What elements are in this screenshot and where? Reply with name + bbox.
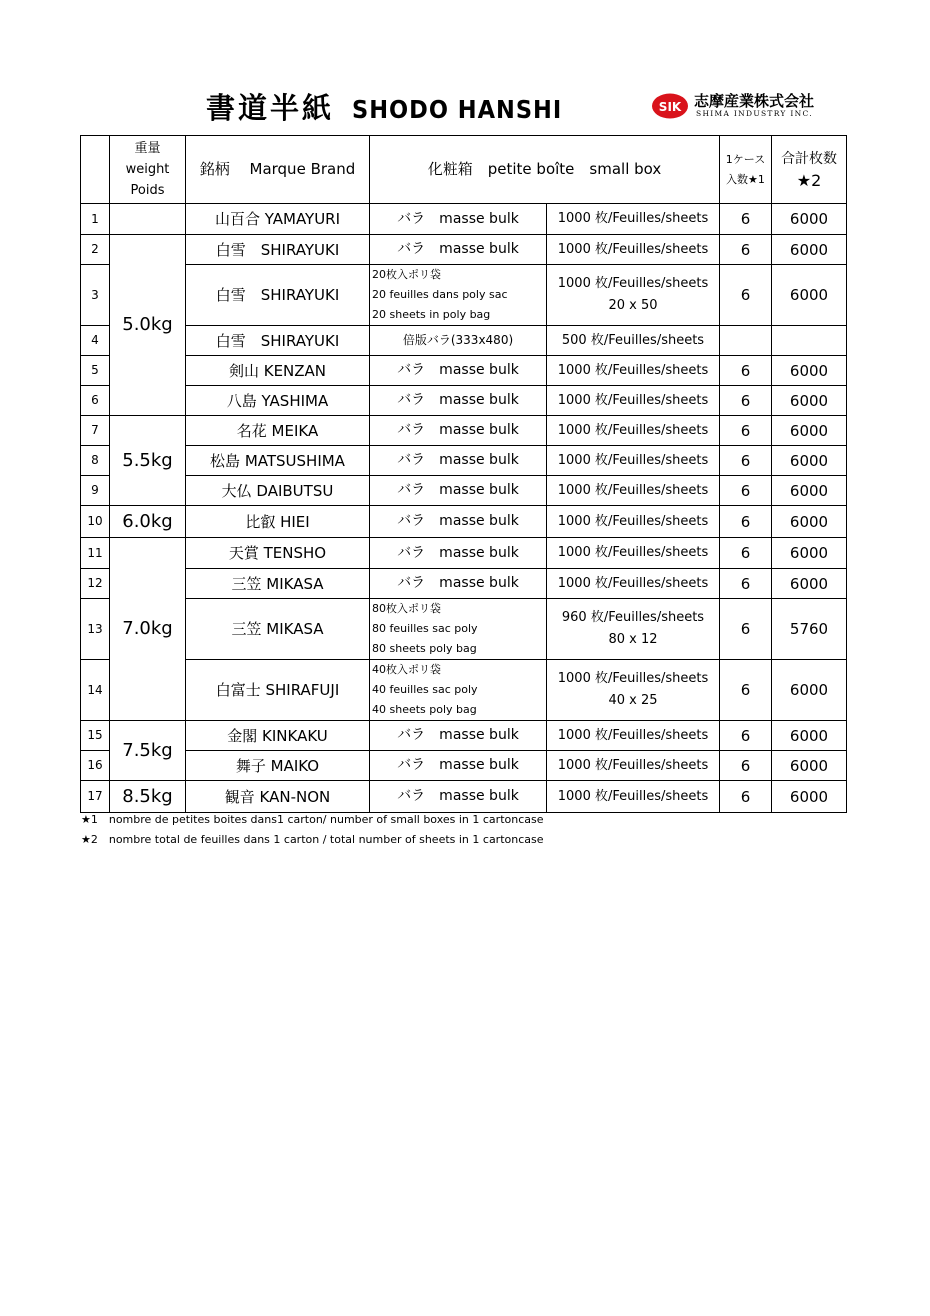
case-count-cell: 6 <box>720 416 772 446</box>
table-row <box>81 446 847 476</box>
packaging-cell: 20枚入ポリ袋 20 feuilles dans poly sac 20 sheets in poly bag <box>370 265 547 326</box>
weight-cell: 5.5kg <box>110 416 186 506</box>
case-count-cell: 6 <box>720 751 772 781</box>
row-number: 8 <box>81 446 110 476</box>
header-case-count: 1ケース 入数★1 <box>720 136 772 204</box>
quantity-cell: 1000 枚/Feuilles/sheets <box>547 751 720 781</box>
case-count-cell: 6 <box>720 781 772 813</box>
case-count-cell: 6 <box>720 721 772 751</box>
row-number: 13 <box>81 599 110 660</box>
table-row <box>81 476 847 506</box>
table-row <box>81 326 847 356</box>
quantity-cell: 960 枚/Feuilles/sheets 80 x 12 <box>547 599 720 660</box>
case-count-cell: 6 <box>720 476 772 506</box>
company-name-english: SHIMA INDUSTRY INC. <box>696 109 813 118</box>
brand-cell: 山百合 YAMAYURI <box>186 204 370 235</box>
brand-cell: 観音 KAN-NON <box>186 781 370 813</box>
case-count-cell: 6 <box>720 538 772 569</box>
row-number: 15 <box>81 721 110 751</box>
table-row <box>81 416 847 446</box>
quantity-cell: 1000 枚/Feuilles/sheets <box>547 235 720 265</box>
quantity-cell: 1000 枚/Feuilles/sheets <box>547 386 720 416</box>
packaging-cell: バラ masse bulk <box>370 721 547 751</box>
brand-cell: 舞子 MAIKO <box>186 751 370 781</box>
brand-cell: 剣山 KENZAN <box>186 356 370 386</box>
total-sheets-cell: 6000 <box>772 660 847 721</box>
packaging-cell: バラ masse bulk <box>370 751 547 781</box>
quantity-cell: 1000 枚/Feuilles/sheets <box>547 446 720 476</box>
row-number: 14 <box>81 660 110 721</box>
packaging-cell: バラ masse bulk <box>370 506 547 538</box>
company-name-japanese: 志摩産業株式会社 <box>694 92 815 110</box>
quantity-cell: 1000 枚/Feuilles/sheets <box>547 356 720 386</box>
row-number: 6 <box>81 386 110 416</box>
case-count-cell: 6 <box>720 356 772 386</box>
brand-cell: 白雪 SHIRAYUKI <box>186 235 370 265</box>
table-row <box>81 386 847 416</box>
total-sheets-cell: 6000 <box>772 204 847 235</box>
row-number: 11 <box>81 538 110 569</box>
title-japanese: 書道半紙 <box>206 91 335 125</box>
header-small-box: 化粧箱 petite boîte small box <box>370 136 720 204</box>
table-row <box>81 204 847 235</box>
row-number: 2 <box>81 235 110 265</box>
case-count-cell: 6 <box>720 660 772 721</box>
packaging-cell: バラ masse bulk <box>370 386 547 416</box>
packaging-cell: バラ masse bulk <box>370 204 547 235</box>
footnotes <box>81 810 544 850</box>
table-row <box>81 781 847 813</box>
weight-cell: 6.0kg <box>110 506 186 538</box>
quantity-cell: 500 枚/Feuilles/sheets <box>547 326 720 356</box>
weight-cell: 5.0kg <box>110 235 186 416</box>
total-sheets-cell: 6000 <box>772 569 847 599</box>
total-sheets-cell: 5760 <box>772 599 847 660</box>
case-count-cell: 6 <box>720 599 772 660</box>
case-count-cell: 6 <box>720 235 772 265</box>
footnote-2: ★2 nombre total de feuilles dans 1 carton / total number of sheets in 1 cartoncase <box>81 833 544 846</box>
product-table <box>80 135 847 813</box>
total-sheets-cell: 6000 <box>772 386 847 416</box>
quantity-cell: 1000 枚/Feuilles/sheets 40 x 25 <box>547 660 720 721</box>
brand-cell: 金閣 KINKAKU <box>186 721 370 751</box>
case-count-cell: 6 <box>720 204 772 235</box>
brand-cell: 大仏 DAIBUTSU <box>186 476 370 506</box>
header-brand: 銘柄 Marque Brand <box>186 136 370 204</box>
row-number: 16 <box>81 751 110 781</box>
header-weight: 重量 weight Poids <box>110 136 186 204</box>
table-row <box>81 538 847 569</box>
total-sheets-cell: 6000 <box>772 265 847 326</box>
footnote-1: ★1 nombre de petites boites dans1 carton/ number of small boxes in 1 cartoncase <box>81 813 544 826</box>
case-count-cell: 6 <box>720 569 772 599</box>
brand-cell: 比叡 HIEI <box>186 506 370 538</box>
row-number: 7 <box>81 416 110 446</box>
brand-cell: 三笠 MIKASA <box>186 599 370 660</box>
row-number: 5 <box>81 356 110 386</box>
packaging-cell: バラ masse bulk <box>370 416 547 446</box>
total-sheets-cell: 6000 <box>772 416 847 446</box>
table-row <box>81 721 847 751</box>
row-number: 17 <box>81 781 110 813</box>
total-sheets-cell: 6000 <box>772 751 847 781</box>
row-number: 1 <box>81 204 110 235</box>
svg-text:SIK: SIK <box>658 100 682 114</box>
brand-cell: 白雪 SHIRAYUKI <box>186 265 370 326</box>
case-count-cell: 6 <box>720 506 772 538</box>
case-count-cell: 6 <box>720 386 772 416</box>
packaging-cell: バラ masse bulk <box>370 235 547 265</box>
case-count-cell: 6 <box>720 265 772 326</box>
packaging-cell: 80枚入ポリ袋 80 feuilles sac poly 80 sheets poly bag <box>370 599 547 660</box>
quantity-cell: 1000 枚/Feuilles/sheets <box>547 506 720 538</box>
table-row <box>81 660 847 721</box>
total-sheets-cell: 6000 <box>772 506 847 538</box>
brand-cell: 松島 MATSUSHIMA <box>186 446 370 476</box>
total-sheets-cell: 6000 <box>772 538 847 569</box>
weight-cell <box>110 204 186 235</box>
total-sheets-cell: 6000 <box>772 356 847 386</box>
header-total-sheets: 合計枚数 ★2 <box>772 136 847 204</box>
brand-cell: 白富士 SHIRAFUJI <box>186 660 370 721</box>
packaging-cell: バラ masse bulk <box>370 356 547 386</box>
total-sheets-cell: 6000 <box>772 476 847 506</box>
row-number: 3 <box>81 265 110 326</box>
packaging-cell: 40枚入ポリ袋 40 feuilles sac poly 40 sheets poly bag <box>370 660 547 721</box>
packaging-cell: バラ masse bulk <box>370 569 547 599</box>
case-count-cell <box>720 326 772 356</box>
weight-cell: 7.0kg <box>110 538 186 721</box>
table-row <box>81 569 847 599</box>
weight-cell: 8.5kg <box>110 781 186 813</box>
brand-cell: 三笠 MIKASA <box>186 569 370 599</box>
row-number: 10 <box>81 506 110 538</box>
quantity-cell: 1000 枚/Feuilles/sheets <box>547 721 720 751</box>
quantity-cell: 1000 枚/Feuilles/sheets <box>547 476 720 506</box>
page-title <box>206 86 562 127</box>
case-count-cell: 6 <box>720 446 772 476</box>
brand-cell: 天賞 TENSHO <box>186 538 370 569</box>
company-logo <box>651 90 851 122</box>
table-row <box>81 599 847 660</box>
table-row <box>81 356 847 386</box>
quantity-cell: 1000 枚/Feuilles/sheets 20 x 50 <box>547 265 720 326</box>
quantity-cell: 1000 枚/Feuilles/sheets <box>547 204 720 235</box>
packaging-cell: 倍版バラ(333x480) <box>370 326 547 356</box>
header-num <box>81 136 110 204</box>
company-logo-icon <box>651 92 689 120</box>
brand-cell: 名花 MEIKA <box>186 416 370 446</box>
quantity-cell: 1000 枚/Feuilles/sheets <box>547 781 720 813</box>
row-number: 12 <box>81 569 110 599</box>
total-sheets-cell <box>772 326 847 356</box>
quantity-cell: 1000 枚/Feuilles/sheets <box>547 538 720 569</box>
weight-cell: 7.5kg <box>110 721 186 781</box>
total-sheets-cell: 6000 <box>772 235 847 265</box>
table-header-row <box>81 136 847 204</box>
row-number: 4 <box>81 326 110 356</box>
title-english: SHODO HANSHI <box>352 95 563 124</box>
table-row <box>81 506 847 538</box>
total-sheets-cell: 6000 <box>772 781 847 813</box>
table-row <box>81 235 847 265</box>
brand-cell: 白雪 SHIRAYUKI <box>186 326 370 356</box>
row-number: 9 <box>81 476 110 506</box>
table-row <box>81 751 847 781</box>
quantity-cell: 1000 枚/Feuilles/sheets <box>547 569 720 599</box>
packaging-cell: バラ masse bulk <box>370 446 547 476</box>
table-row <box>81 265 847 326</box>
brand-cell: 八島 YASHIMA <box>186 386 370 416</box>
packaging-cell: バラ masse bulk <box>370 781 547 813</box>
total-sheets-cell: 6000 <box>772 721 847 751</box>
quantity-cell: 1000 枚/Feuilles/sheets <box>547 416 720 446</box>
total-sheets-cell: 6000 <box>772 446 847 476</box>
packaging-cell: バラ masse bulk <box>370 476 547 506</box>
packaging-cell: バラ masse bulk <box>370 538 547 569</box>
